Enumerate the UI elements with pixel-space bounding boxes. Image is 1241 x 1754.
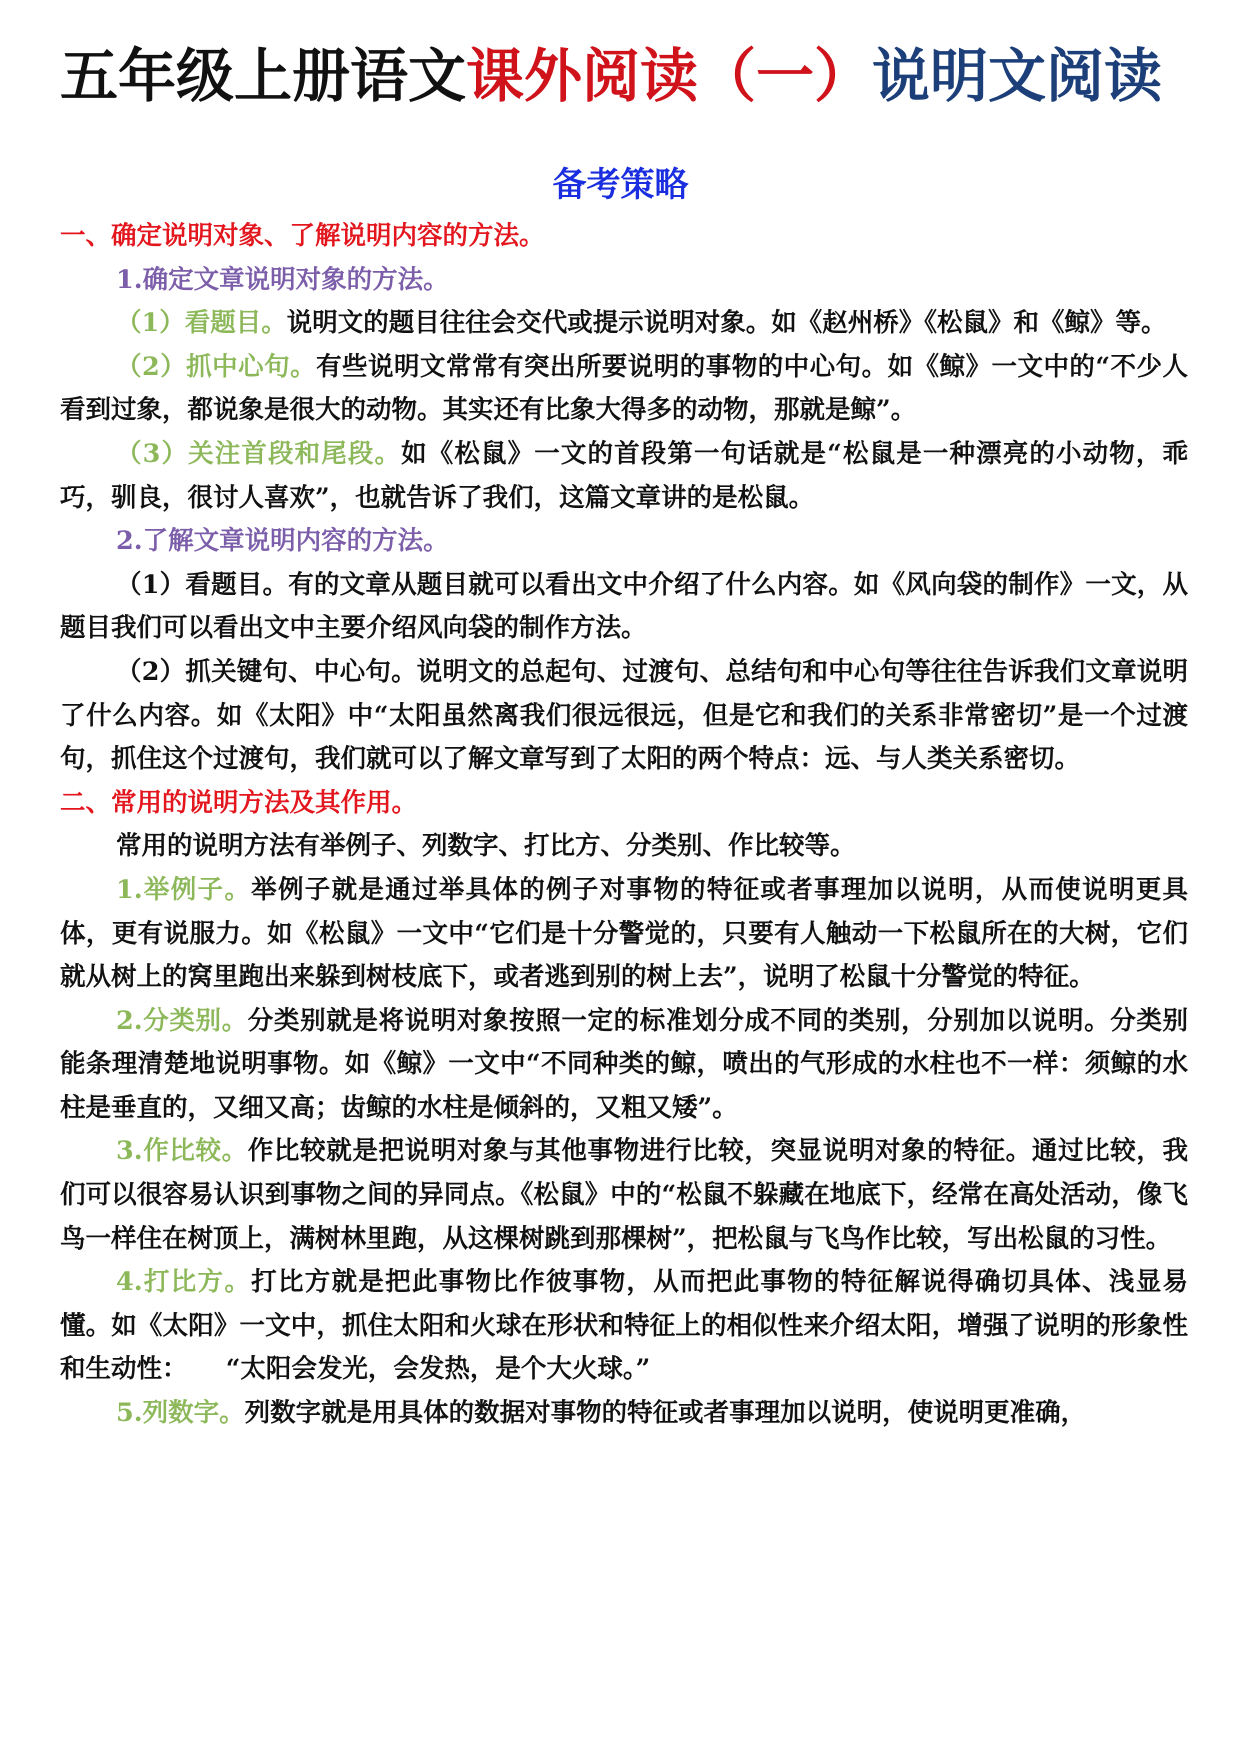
method-label: 3.作比较。	[116, 1136, 248, 1167]
method-text: 列数字就是用具体的数据对事物的特征或者事理加以说明，使说明更准确，	[244, 1398, 1087, 1429]
method-text: 作比较就是把说明对象与其他事物进行比较，突显说明对象的特征。通过比较，我们可以很容易认识到事物之间的异同点。《松鼠》中的“松鼠不躲藏在地底下，经常在高处活动，像飞鸟一样住在树顶上，满树林里跑，从这棵树跳到那棵树”，把松鼠与飞鸟作比较，写出松鼠的习性。	[60, 1136, 1188, 1254]
section-1-subheading-1: 1.确定文章说明对象的方法。	[116, 264, 449, 295]
paragraph-method-center-sentence	[60, 346, 1188, 433]
paragraph-metaphor	[60, 1261, 1188, 1392]
paragraph-method-first-last	[60, 433, 1188, 520]
method-label: （2）抓中心句。	[116, 351, 317, 382]
paragraph-comparison	[60, 1130, 1188, 1261]
section-2-intro: 常用的说明方法有举例子、列数字、打比方、分类别、作比较等。	[116, 831, 856, 862]
document-body	[60, 215, 1188, 1436]
paragraph-classification	[60, 1000, 1188, 1131]
paragraph-method-title	[60, 302, 1188, 346]
paragraph-numbers	[60, 1392, 1188, 1436]
method-text: 打比方就是把此事物比作彼事物，从而把此事物的特征解说得确切具体、浅显易懂。如《太阳》一文中，抓住太阳和火球在形状和特征上的相似性来介绍太阳，增强了说明的形象性和生动性： “太阳会发光，会发热，是个大火球。”	[60, 1267, 1188, 1385]
method-label: （1）看题目。	[116, 308, 287, 339]
section-1-heading: 一、确定说明对象、了解说明内容的方法。	[60, 221, 545, 251]
method-label: 5.列数字。	[116, 1398, 245, 1429]
method-label: 2.分类别。	[116, 1005, 248, 1036]
method-label: （3）关注首段和尾段。	[116, 438, 402, 469]
subtitle: 备考策略	[552, 165, 689, 205]
method-text: 如《松鼠》一文的首段第一句话就是“松鼠是一种漂亮的小动物，乖巧，驯良，很讨人喜欢”，也就告诉了我们，这篇文章讲的是松鼠。	[60, 438, 1188, 513]
method-label: 4.打比方。	[116, 1267, 252, 1298]
method-label: 1.举例子。	[116, 874, 252, 905]
method-text: 说明文的题目往往会交代或提示说明对象。如《赵州桥》《松鼠》和《鲸》等。	[286, 308, 1167, 339]
paragraph-content-key-sentence: （2）抓关键句、中心句。说明文的总起句、过渡句、总结句和中心句等往往告诉我们文章说明了什么内容。如《太阳》中“太阳虽然离我们很远很远，但是它和我们的关系非常密切”是一个过渡句，抓住这个过渡句，我们就可以了解文章写到了太阳的两个特点：远、与人类关系密切。	[60, 656, 1188, 775]
title-part-grade: 五年级上册语文	[60, 42, 467, 110]
section-1-subheading-2: 2.了解文章说明内容的方法。	[116, 526, 449, 557]
title-part-genre: 说明文阅读	[872, 42, 1163, 110]
method-text: 分类别就是将说明对象按照一定的标准划分成不同的类别，分别加以说明。分类别能条理清楚地说明事物。如《鲸》一文中“不同种类的鲸，喷出的气形成的水柱也不一样：须鲸的水柱是垂直的，又细又高；齿鲸的水柱是倾斜的，又粗又矮”。	[60, 1005, 1188, 1123]
title-part-reading: 课外阅读（一）	[466, 42, 873, 110]
page-title	[60, 36, 1200, 116]
section-2-heading: 二、常用的说明方法及其作用。	[60, 787, 418, 818]
method-text: 有些说明文常常有突出所要说明的事物的中心句。如《鲸》一文中的“不少人看到过象，都说象是很大的动物。其实还有比象大得多的动物，那就是鲸”。	[60, 351, 1189, 426]
paragraph-example	[60, 869, 1188, 1000]
method-text: 举例子就是通过举具体的例子对事物的特征或者事理加以说明，从而使说明更具体，更有说服力。如《松鼠》一文中“它们是十分警觉的，只要有人触动一下松鼠所在的大树，它们就从树上的窝里跑出来躲到树枝底下，或者逃到别的树上去”，说明了松鼠十分警觉的特征。	[60, 874, 1188, 993]
paragraph-content-title: （1）看题目。有的文章从题目就可以看出文中介绍了什么内容。如《风向袋的制作》一文，从题目我们可以看出文中主要介绍风向袋的制作方法。	[60, 569, 1188, 644]
